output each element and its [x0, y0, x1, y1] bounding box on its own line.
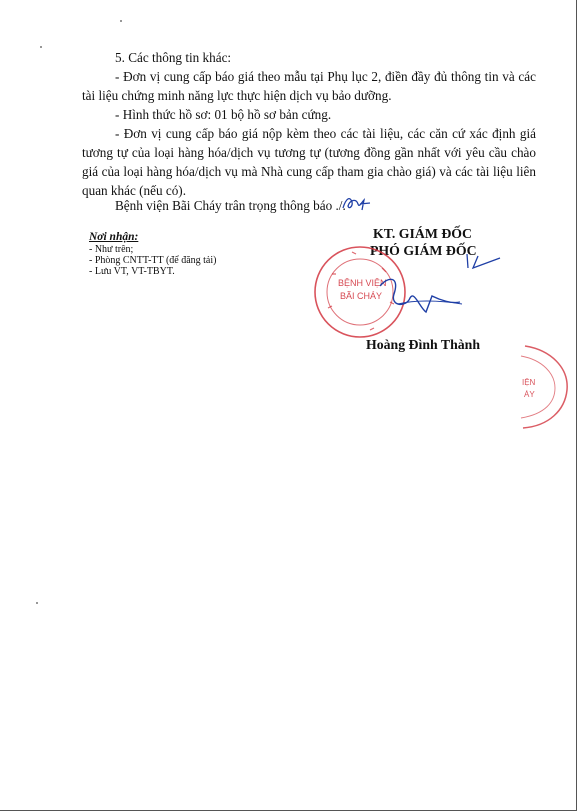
- partial-stamp: [515, 340, 577, 430]
- partial-stamp-text-2: ÁY: [524, 390, 535, 399]
- scan-speck: [36, 602, 38, 604]
- info-item-3: - Đơn vị cung cấp báo giá nộp kèm theo các tài liệu, các căn cứ xác định giá tương tự của loại hàng hóa/dịch vụ tương tự (tương đồng gần nhất với yêu cầu chào giá của loại hàng hóa/dịch vụ mà Nhà cung cấp tham gia chào giá) và các tài liệu liên quan khác (nếu có).: [82, 126, 536, 198]
- partial-stamp-text-1: IỆN: [522, 378, 536, 387]
- initials-mark: [340, 194, 374, 214]
- stamp-text-line2: BÃI CHÁY: [340, 291, 383, 301]
- recipient-item: - Lưu VT, VT-TBYT.: [89, 266, 175, 277]
- scan-speck: [120, 20, 122, 22]
- section-heading: 5. Các thông tin khác:: [115, 50, 232, 65]
- scan-speck: [40, 46, 42, 48]
- info-item-1: - Đơn vị cung cấp báo giá theo mẫu tại Phụ lục 2, điền đầy đủ thông tin và các tài liệu chứng minh năng lực thực hiện dịch vụ bảo dưỡng.: [82, 69, 536, 103]
- closing-text: Bệnh viện Bãi Cháy trân trọng thông báo ./.: [115, 198, 346, 213]
- info-item-2: - Hình thức hồ sơ: 01 bộ hồ sơ bản cứng.: [115, 107, 332, 122]
- recipients-title: Nơi nhận:: [89, 231, 139, 243]
- recipient-item: - Phòng CNTT-TT (để đăng tải): [89, 255, 217, 266]
- signer-name: Hoàng Đình Thành: [366, 337, 481, 352]
- recipient-item: - Như trên;: [89, 244, 134, 255]
- stamp-text-line1: BỆNH VIỆN: [338, 278, 387, 288]
- handwritten-signature: [360, 246, 500, 322]
- signature-title-1: KT. GIÁM ĐỐC: [373, 226, 473, 241]
- signature-title-2: PHÓ GIÁM ĐỐC: [370, 243, 477, 258]
